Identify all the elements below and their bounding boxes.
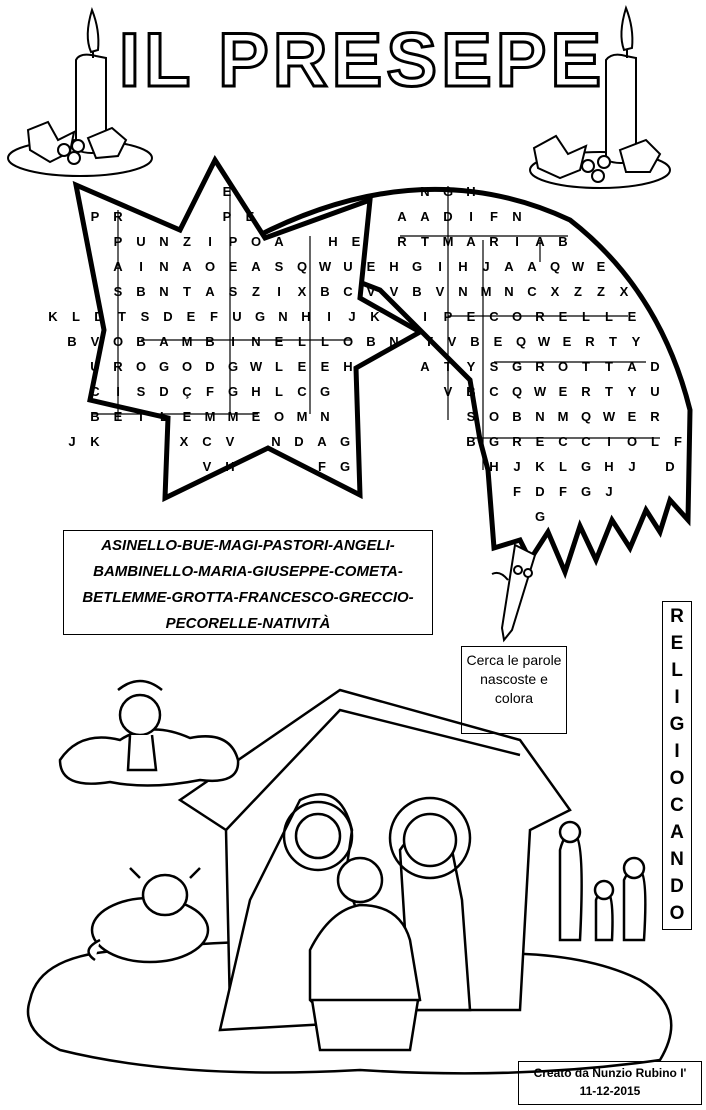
grid-letter: P: [228, 234, 238, 249]
grid-letter: A: [205, 284, 215, 299]
grid-letter: A: [466, 234, 476, 249]
grid-letter: D: [163, 309, 173, 324]
grid-letter: Q: [296, 259, 308, 274]
grid-letter: G: [411, 259, 423, 274]
brand-letter: O: [669, 768, 685, 789]
grid-letter: L: [605, 309, 613, 324]
grid-letter: N: [535, 409, 545, 424]
word-list-line: PECORELLE-NATIVITÀ: [165, 615, 331, 632]
grid-letter: E: [366, 259, 376, 274]
grid-letter: H: [489, 459, 499, 474]
grid-letter: G: [511, 359, 523, 374]
grid-letter: H: [328, 234, 338, 249]
grid-letter: I: [139, 259, 143, 274]
grid-letter: T: [605, 359, 613, 374]
grid-letter: A: [420, 359, 430, 374]
brand-letter: D: [670, 876, 684, 897]
grid-letter: J: [348, 309, 356, 324]
grid-letter: O: [511, 309, 523, 324]
grid-letter: G: [158, 359, 170, 374]
brand-letter: C: [670, 795, 684, 816]
grid-letter: L: [559, 459, 567, 474]
grid-letter: C: [558, 434, 568, 449]
grid-letter: V: [435, 284, 445, 299]
grid-letter: A: [420, 209, 430, 224]
grid-letter: R: [585, 334, 595, 349]
grid-letter: O: [342, 334, 354, 349]
grid-letter: E: [245, 209, 255, 224]
grid-letter: W: [571, 259, 585, 274]
grid-letter: I: [607, 434, 611, 449]
grid-letter: C: [90, 384, 100, 399]
grid-letter: I: [327, 309, 331, 324]
grid-letter: I: [231, 334, 235, 349]
grid-letter: S: [113, 284, 123, 299]
grid-letter: B: [67, 334, 77, 349]
grid-letter: V: [443, 384, 453, 399]
grid-letter: U: [136, 234, 146, 249]
grid-letter: O: [626, 434, 638, 449]
grid-letter: T: [421, 234, 429, 249]
grid-letter: T: [183, 284, 191, 299]
grid-letter: D: [650, 359, 660, 374]
grid-letter: Q: [511, 384, 523, 399]
grid-letter: H: [466, 184, 476, 199]
grid-letter: K: [90, 434, 100, 449]
grid-letter: L: [160, 409, 168, 424]
grid-letter: A: [251, 259, 261, 274]
grid-letter: B: [136, 284, 146, 299]
grid-letter: E: [558, 384, 568, 399]
grid-letter: E: [186, 309, 196, 324]
grid-letter: S: [228, 284, 238, 299]
brand-letter: G: [669, 714, 685, 735]
grid-letter: E: [627, 409, 637, 424]
grid-letter: B: [205, 334, 215, 349]
grid-letter: R: [397, 234, 407, 249]
grid-letter: J: [68, 434, 76, 449]
grid-letter: N: [271, 434, 281, 449]
grid-letter: G: [442, 184, 454, 199]
brand-letter: I: [674, 741, 680, 762]
grid-letter: W: [602, 409, 616, 424]
grid-letter: O: [135, 359, 147, 374]
grid-letter: N: [389, 334, 399, 349]
grid-letter: L: [298, 334, 306, 349]
grid-letter: N: [420, 184, 430, 199]
grid-letter: H: [458, 259, 468, 274]
grid-letter: L: [72, 309, 80, 324]
grid-letter: M: [204, 409, 216, 424]
grid-letter: K: [48, 309, 58, 324]
grid-letter: G: [254, 309, 266, 324]
grid-letter: G: [227, 359, 239, 374]
grid-letter: X: [297, 284, 307, 299]
grid-letter: K: [370, 309, 380, 324]
grid-letter: B: [512, 409, 522, 424]
grid-letter: B: [466, 434, 476, 449]
grid-letter: E: [627, 309, 637, 324]
grid-letter: O: [204, 259, 216, 274]
grid-letter: E: [251, 409, 261, 424]
grid-letter: N: [159, 234, 169, 249]
grid-letter: I: [208, 234, 212, 249]
grid-letter: D: [443, 209, 453, 224]
grid-letter: E: [320, 359, 330, 374]
grid-letter: P: [113, 234, 123, 249]
grid-letter: U: [650, 384, 660, 399]
grid-letter: V: [447, 334, 457, 349]
grid-letter: M: [227, 409, 239, 424]
grid-letter: R: [512, 434, 522, 449]
grid-letter: H: [343, 359, 353, 374]
grid-letter: C: [489, 309, 499, 324]
grid-letter: V: [90, 334, 100, 349]
grid-letter: C: [489, 384, 499, 399]
grid-letter: L: [582, 309, 590, 324]
grid-letter: S: [140, 309, 150, 324]
grid-letter: X: [179, 434, 189, 449]
grid-letter: D: [205, 359, 215, 374]
grid-letter: R: [113, 359, 123, 374]
grid-letter: F: [490, 209, 498, 224]
grid-letter: V: [389, 284, 399, 299]
grid-letter: E: [558, 309, 568, 324]
grid-letter: M: [480, 284, 492, 299]
brand-letter: O: [669, 903, 685, 924]
grid-letter: F: [559, 484, 567, 499]
credit-box: [518, 1061, 702, 1105]
grid-letter: E: [535, 434, 545, 449]
page-title: IL PRESEPE: [118, 18, 606, 103]
grid-letter: N: [504, 284, 514, 299]
grid-letter: X: [619, 284, 629, 299]
grid-letter: O: [557, 359, 569, 374]
grid-letter: D: [665, 459, 675, 474]
grid-letter: V: [366, 284, 376, 299]
grid-letter: I: [515, 234, 519, 249]
grid-letter: F: [318, 459, 326, 474]
grid-letter: B: [320, 284, 330, 299]
grid-letter: R: [113, 209, 123, 224]
grid-letter: J: [482, 259, 490, 274]
pencil-mascot-icon: [492, 545, 535, 640]
grid-letter: D: [159, 384, 169, 399]
grid-letter: T: [137, 409, 145, 424]
grid-letter: H: [225, 459, 235, 474]
grid-letter: E: [351, 234, 361, 249]
grid-letter: C: [297, 384, 307, 399]
grid-letter: P: [90, 209, 100, 224]
grid-letter: M: [557, 409, 569, 424]
grid-letter: S: [274, 259, 284, 274]
grid-letter: U: [343, 259, 353, 274]
grid-letter: V: [202, 459, 212, 474]
grid-letter: W: [537, 334, 551, 349]
grid-letter: G: [339, 434, 351, 449]
grid-letter: W: [318, 259, 332, 274]
brand-letter: N: [670, 849, 684, 870]
grid-letter: O: [250, 234, 262, 249]
grid-letter: T: [444, 359, 452, 374]
grid-letter: B: [366, 334, 376, 349]
grid-letter: T: [609, 334, 617, 349]
grid-letter: A: [113, 259, 123, 274]
grid-letter: F: [206, 384, 214, 399]
grid-letter: N: [251, 334, 261, 349]
grid-letter: E: [182, 409, 192, 424]
vertical-brand-box: [662, 601, 692, 930]
grid-letter: X: [550, 284, 560, 299]
grid-letter: G: [580, 459, 592, 474]
grid-letter: L: [321, 334, 329, 349]
grid-letter: C: [527, 284, 537, 299]
grid-letter: A: [627, 359, 637, 374]
grid-letter: G: [339, 459, 351, 474]
grid-letter: S: [136, 384, 146, 399]
grid-letter: S: [466, 409, 476, 424]
grid-letter: O: [181, 359, 193, 374]
brand-letter: A: [670, 822, 684, 843]
grid-letter: E: [596, 259, 606, 274]
grid-letter: N: [458, 284, 468, 299]
grid-letter: L: [275, 359, 283, 374]
grid-letter: U: [232, 309, 242, 324]
grid-letter: U: [90, 359, 100, 374]
grid-letter: J: [628, 459, 636, 474]
grid-letter: H: [251, 384, 261, 399]
grid-letter: B: [466, 384, 476, 399]
grid-letter: E: [274, 334, 284, 349]
grid-letter: B: [90, 409, 100, 424]
grid-letter: I: [469, 209, 473, 224]
grid-letter: G: [534, 509, 546, 524]
grid-letter: N: [320, 409, 330, 424]
grid-letter: Q: [580, 409, 592, 424]
grid-letter: E: [113, 409, 123, 424]
grid-letter: H: [389, 259, 399, 274]
grid-letter: Y: [627, 384, 637, 399]
credit-date: 11-12-2015: [579, 1084, 641, 1098]
grid-letter: C: [343, 284, 353, 299]
grid-letter: K: [535, 459, 545, 474]
grid-letter: G: [227, 384, 239, 399]
grid-letter: D: [94, 309, 104, 324]
grid-letter: E: [466, 309, 476, 324]
grid-letter: L: [651, 434, 659, 449]
word-list-line: ASINELLO-BUE-MAGI-PASTORI-ANGELI-: [101, 537, 395, 554]
grid-letter: A: [504, 259, 514, 274]
grid-letter: M: [181, 334, 193, 349]
grid-letter: T: [605, 384, 613, 399]
grid-letter: Z: [574, 284, 582, 299]
grid-letter: D: [535, 484, 545, 499]
grid-letter: A: [535, 234, 545, 249]
grid-letter: V: [225, 434, 235, 449]
grid-letter: R: [581, 384, 591, 399]
grid-letter: E: [562, 334, 572, 349]
grid-letter: J: [513, 459, 521, 474]
instructions-box: Cerca le parole nascoste e colora: [461, 646, 567, 734]
word-list-line: BETLEMME-GROTTA-FRANCESCO-GRECCIO-: [82, 589, 414, 606]
grid-letter: O: [273, 409, 285, 424]
grid-letter: J: [605, 484, 613, 499]
grid-letter: M: [442, 234, 454, 249]
word-list-line: BAMBINELLO-MARIA-GIUSEPPE-COMETA-: [93, 563, 403, 580]
nativity-illustration: [28, 681, 671, 1073]
grid-letter: T: [582, 359, 590, 374]
grid-letter: E: [297, 359, 307, 374]
grid-letter: G: [319, 384, 331, 399]
grid-letter: E: [493, 334, 503, 349]
credit-author: Creato da Nunzio Rubino I': [533, 1066, 687, 1080]
word-list-box: [63, 530, 433, 635]
grid-letter: F: [513, 484, 521, 499]
grid-letter: S: [489, 359, 499, 374]
grid-letter: W: [249, 359, 263, 374]
grid-letter: P: [222, 209, 232, 224]
grid-letter: N: [159, 259, 169, 274]
brand-letter: R: [670, 606, 684, 627]
grid-letter: T: [425, 334, 433, 349]
grid-letter: F: [674, 434, 682, 449]
grid-letter: W: [533, 384, 547, 399]
brand-letter: E: [670, 633, 684, 654]
grid-letter: R: [650, 409, 660, 424]
grid-letter: H: [604, 459, 614, 474]
grid-letter: T: [118, 309, 126, 324]
grid-letter: A: [527, 259, 537, 274]
grid-letter: C: [202, 434, 212, 449]
grid-letter: N: [159, 284, 169, 299]
grid-letter: A: [182, 259, 192, 274]
grid-letter: G: [580, 484, 592, 499]
grid-letter: Q: [549, 259, 561, 274]
grid-letter: Q: [515, 334, 527, 349]
grid-letter: I: [438, 259, 442, 274]
grid-letter: Y: [466, 359, 476, 374]
grid-letter: L: [275, 384, 283, 399]
grid-letter: I: [423, 309, 427, 324]
grid-letter: B: [412, 284, 422, 299]
grid-letter: F: [210, 309, 218, 324]
grid-letter: B: [558, 234, 568, 249]
grid-letter: Y: [631, 334, 641, 349]
grid-letter: N: [512, 209, 522, 224]
grid-letter: B: [470, 334, 480, 349]
grid-letter: R: [535, 359, 545, 374]
grid-letter: Z: [252, 284, 260, 299]
grid-letter: C: [581, 434, 591, 449]
grid-letter: D: [294, 434, 304, 449]
brand-letter: L: [671, 660, 683, 681]
grid-letter: I: [116, 384, 120, 399]
grid-letter: N: [278, 309, 288, 324]
grid-letter: E: [222, 184, 232, 199]
grid-letter: Z: [597, 284, 605, 299]
grid-letter: P: [443, 309, 453, 324]
grid-letter: G: [488, 434, 500, 449]
grid-letter: O: [112, 334, 124, 349]
grid-letter: O: [488, 409, 500, 424]
grid-letter: M: [296, 409, 308, 424]
grid-letter: I: [277, 284, 281, 299]
grid-letter: A: [159, 334, 169, 349]
brand-letter: I: [674, 687, 680, 708]
grid-letter: Ç: [182, 384, 192, 399]
grid-letter: A: [317, 434, 327, 449]
grid-letter: R: [535, 309, 545, 324]
grid-letter: H: [301, 309, 311, 324]
grid-letter: B: [136, 334, 146, 349]
grid-letter: A: [274, 234, 284, 249]
grid-letter: E: [228, 259, 238, 274]
grid-letter: A: [397, 209, 407, 224]
grid-letter: R: [489, 234, 499, 249]
grid-letter: Z: [183, 234, 191, 249]
